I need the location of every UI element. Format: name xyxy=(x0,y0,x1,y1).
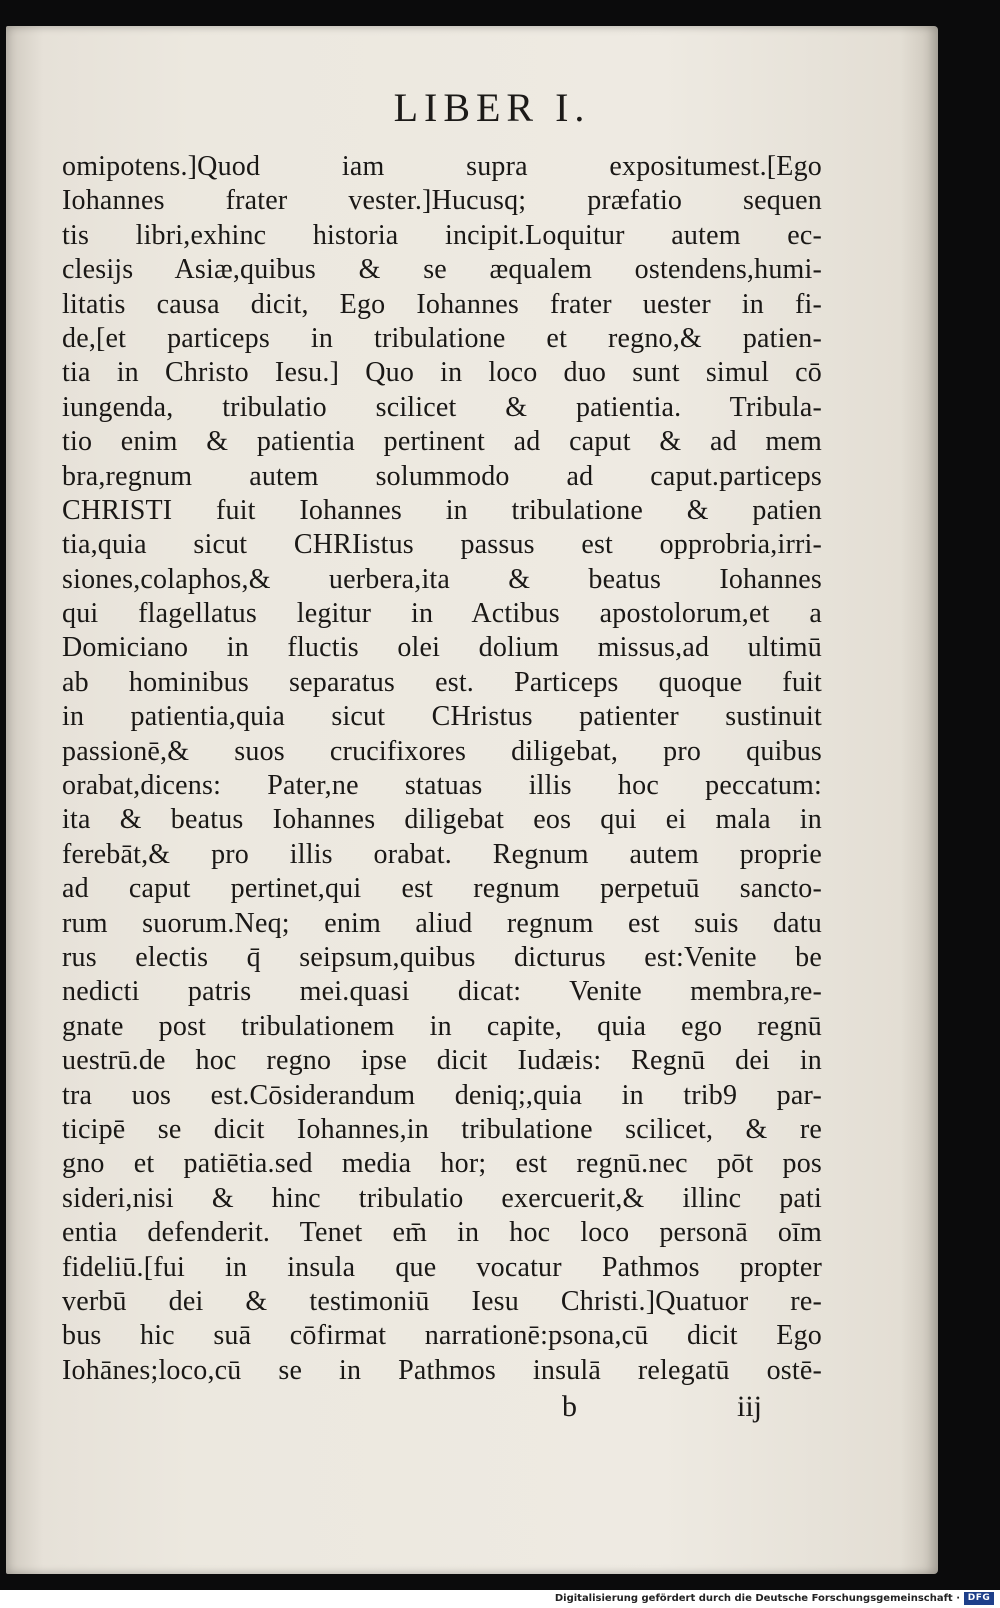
text-line: in patientia,quia sicut CHristus patienter sustinuit xyxy=(62,701,822,733)
text-line: CHRISTI fuit Iohannes in tribulatione & patien xyxy=(62,494,822,526)
text-line: bra,regnum autem solummodo ad caput.particeps xyxy=(62,460,822,492)
text-line: tia,quia sicut CHRIistus passus est opprobria,irri- xyxy=(62,529,822,561)
text-line: orabat,dicens: Pater,ne statuas illis hoc peccatum: xyxy=(62,770,822,802)
signature-number: iij xyxy=(736,1390,762,1423)
book-page xyxy=(6,26,938,1574)
text-line: nedicti patris mei.quasi dicat: Venite membra,re- xyxy=(62,976,822,1008)
text-line: qui flagellatus legitur in Actibus apostolorum,et a xyxy=(62,598,822,630)
text-line: tis libri,exhinc historia incipit.Loquitur autem ec- xyxy=(62,219,822,251)
text-line: Iohānes;loco,cū se in Pathmos insulā relegatū ostē- xyxy=(62,1354,822,1386)
text-line: passionē,& suos crucifixores diligebat, pro quibus xyxy=(62,735,822,767)
dfg-logo: DFG xyxy=(964,1592,994,1605)
text-line: sideri,nisi & hinc tribulatio exercuerit,& illinc pati xyxy=(62,1182,822,1214)
text-line: Domiciano in fluctis olei dolium missus,ad ultimū xyxy=(62,632,822,664)
signature-letter: b xyxy=(562,1390,577,1423)
text-line: ita & beatus Iohannes diligebat eos qui ei mala in xyxy=(62,804,822,836)
text-line: tia in Christo Iesu.] Quo in loco duo sunt simul cō xyxy=(62,357,822,389)
text-line: gnate post tribulationem in capite, quia ego regnū xyxy=(62,1010,822,1042)
signature-mark xyxy=(562,1390,762,1424)
text-line: omipotens.]Quod iam supra expositumest.[Ego xyxy=(62,151,822,182)
text-line: gno et patiētia.sed media hor; est regnū.nec pōt pos xyxy=(62,1148,822,1180)
text-block xyxy=(62,150,822,1388)
text-line: bus hic suā cōfirmat narrationē:psona,cū dicit Ego xyxy=(62,1320,822,1352)
text-line: fideliū.[fui in insula que vocatur Pathmos propter xyxy=(62,1251,822,1283)
text-line: de,[et particeps in tribulatione et regno,& patien- xyxy=(62,322,822,354)
text-line: ad caput pertinet,qui est regnum perpetuū sancto- xyxy=(62,873,822,905)
text-line: Iohannes frater vester.]Hucusq; præfatio sequen xyxy=(62,185,822,217)
text-line: clesijs Asiæ,quibus & se æqualem ostendens,humi- xyxy=(62,254,822,286)
text-line: iungenda, tribulatio scilicet & patientia. Tribula- xyxy=(62,391,822,423)
text-line: ticipē se dicit Iohannes,in tribulatione scilicet, & re xyxy=(62,1113,822,1145)
text-line: siones,colaphos,& uerbera,ita & beatus Iohannes xyxy=(62,563,822,595)
text-line: uestrū.de hoc regno ipse dicit Iudæis: Regnū dei in xyxy=(62,1045,822,1077)
text-line: ferebāt,& pro illis orabat. Regnum autem proprie xyxy=(62,838,822,870)
text-line: entia defenderit. Tenet em̄ in hoc loco personā oīm xyxy=(62,1217,822,1249)
text-line: litatis causa dicit, Ego Iohannes frater uester in fi- xyxy=(62,288,822,320)
running-head: LIBER I. xyxy=(393,85,591,130)
text-line: rus electis q̄ seipsum,quibus dicturus est:Venite be xyxy=(62,941,822,973)
digitization-credit: Digitalisierung gefördert durch die Deutsche Forschungsgemeinschaft · xyxy=(0,1590,1000,1608)
text-line: tio enim & patientia pertinent ad caput & ad mem xyxy=(62,426,822,458)
text-line: rum suorum.Neq; enim aliud regnum est suis datu xyxy=(62,907,822,939)
text-line: verbū dei & testimoniū Iesu Christi.]Quatuor re- xyxy=(62,1285,822,1317)
text-line: tra uos est.Cōsiderandum deniq;,quia in trib9 par- xyxy=(62,1079,822,1111)
text-line: ab hominibus separatus est. Particeps quoque fuit xyxy=(62,666,822,698)
